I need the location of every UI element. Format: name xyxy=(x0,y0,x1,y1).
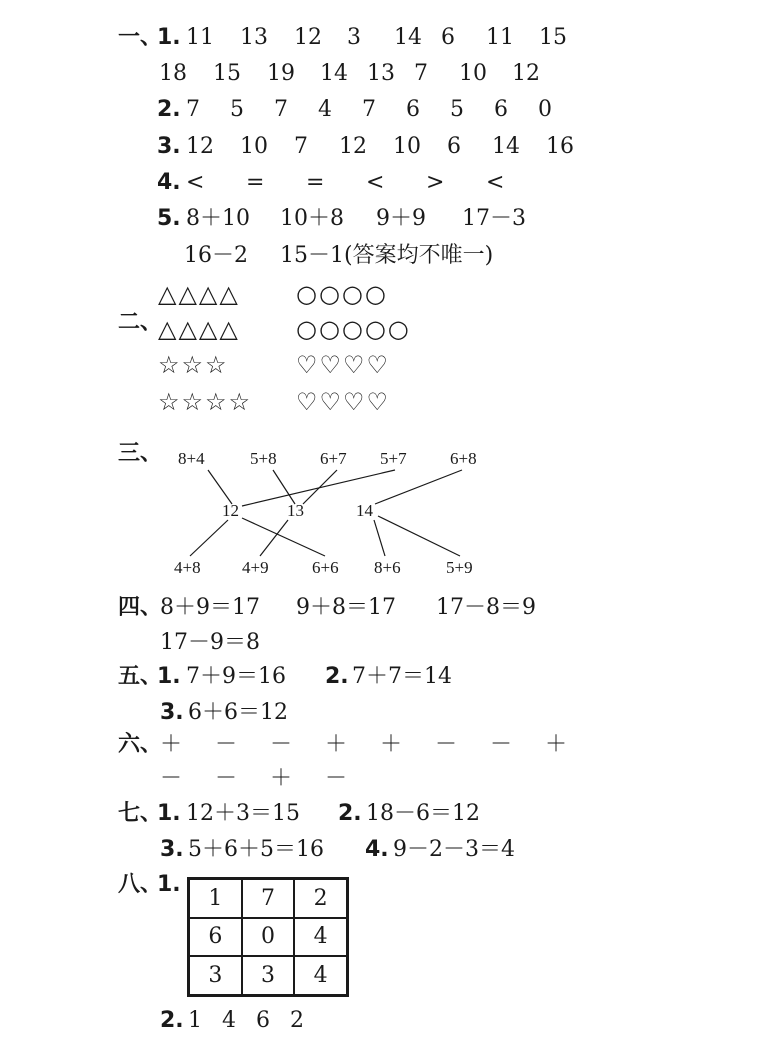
answer-item: 6 xyxy=(494,97,508,122)
answer-item: 17－8＝9 xyxy=(436,595,536,620)
s2-row4-stars: ☆☆☆☆ xyxy=(158,388,253,416)
s5-q1-number: 1. xyxy=(157,664,181,689)
answer-item: 3 xyxy=(347,25,361,50)
link-5p8-13 xyxy=(273,470,295,504)
grid-cell: 6 xyxy=(189,918,242,957)
mid-value-2: 14 xyxy=(356,501,373,520)
grid-cell: 0 xyxy=(242,918,295,957)
link-8p4-12 xyxy=(208,470,232,504)
answer-item: 2 xyxy=(290,1008,304,1033)
s4-row2: 17－9＝8 xyxy=(160,630,260,655)
answer-item: 12 xyxy=(512,61,540,86)
section-1-heading: 一、 xyxy=(118,25,163,50)
s2-row3-hearts: ♡♡♡♡ xyxy=(296,351,391,379)
s7-q1-answer: 12＋3＝15 xyxy=(186,801,300,826)
s1-q5-row1 xyxy=(186,205,542,233)
top-expr-2: 6+7 xyxy=(320,449,347,468)
grid-cell: 4 xyxy=(294,918,347,957)
answer-item: － xyxy=(215,766,238,791)
answer-item: 8＋10 xyxy=(186,206,250,231)
answer-item: 14 xyxy=(394,25,422,50)
bottom-expr-0: 4+8 xyxy=(174,558,201,577)
answer-item: ＋ xyxy=(380,732,403,757)
answer-item: 5 xyxy=(450,97,464,122)
section-2-heading: 二、 xyxy=(118,310,163,335)
s4-row1 xyxy=(160,594,576,622)
answer-item: 6 xyxy=(441,25,455,50)
answer-item: 8＋9＝17 xyxy=(160,595,260,620)
answer-item: 7 xyxy=(274,97,288,122)
answer-item: 10 xyxy=(393,134,421,159)
q2-number: 2. xyxy=(157,97,181,122)
answer-item: < xyxy=(186,170,205,195)
answer-item: 12 xyxy=(186,134,214,159)
answer-item: 6 xyxy=(406,97,420,122)
s5-q3-number: 3. xyxy=(160,700,184,725)
link-12-6p6 xyxy=(242,518,325,556)
answer-item: － xyxy=(325,766,348,791)
mid-value-0: 12 xyxy=(222,501,239,520)
answer-item: 17－3 xyxy=(462,206,526,231)
answer-item: < xyxy=(366,170,385,195)
answer-item: 12 xyxy=(294,25,322,50)
answer-item: 1 xyxy=(188,1008,202,1033)
s1-q2-answers xyxy=(186,96,568,124)
answer-item: 13 xyxy=(240,25,268,50)
answer-item: ＋ xyxy=(545,732,568,757)
magic-square-grid xyxy=(187,877,349,997)
grid-cell: 3 xyxy=(242,956,295,995)
s1-q1-row1 xyxy=(186,24,579,52)
s6-row2 xyxy=(160,765,365,793)
s2-row4-hearts: ♡♡♡♡ xyxy=(296,388,391,416)
s7-q3-answer: 5＋6＋5＝16 xyxy=(188,837,324,862)
section-5-heading: 五、 xyxy=(118,664,163,689)
answer-item: 9＋8＝17 xyxy=(296,595,396,620)
grid-cell: 4 xyxy=(294,956,347,995)
answer-item: ＋ xyxy=(160,732,183,757)
answer-item: 18 xyxy=(159,61,187,86)
s8-q2-number: 2. xyxy=(160,1008,184,1033)
q4-number: 4. xyxy=(157,170,181,195)
answer-item: 16 xyxy=(546,134,574,159)
top-expr-1: 5+8 xyxy=(250,449,277,468)
answer-item: ＋ xyxy=(270,766,293,791)
answer-item: － xyxy=(270,732,293,757)
s1-q4-answers xyxy=(186,169,526,197)
link-14-5p9 xyxy=(378,516,460,556)
s7-q4-answer: 9－2－3＝4 xyxy=(393,837,515,862)
s7-q3-number: 3. xyxy=(160,837,184,862)
answer-item: 6 xyxy=(447,134,461,159)
link-6p7-13 xyxy=(303,470,337,504)
answer-item: ＋ xyxy=(325,732,348,757)
link-12-4p8 xyxy=(190,520,228,556)
grid-cell: 2 xyxy=(294,879,347,918)
answer-item: 10 xyxy=(240,134,268,159)
answer-item: 13 xyxy=(367,61,395,86)
answer-item: 11 xyxy=(186,25,214,50)
answer-item: 10＋8 xyxy=(280,206,344,231)
section-6-heading: 六、 xyxy=(118,732,163,757)
grid-cell: 7 xyxy=(242,879,295,918)
s5-q3-answer: 6＋6＝12 xyxy=(188,700,288,725)
top-expr-3: 5+7 xyxy=(380,449,407,468)
s5-q2-number: 2. xyxy=(325,664,349,689)
s2-row1-circles: ○○○○ xyxy=(296,280,388,308)
q1-number: 1. xyxy=(157,25,181,50)
answer-item: < xyxy=(486,170,505,195)
link-6p8-14 xyxy=(375,470,462,504)
s2-row3-stars: ☆☆☆ xyxy=(158,351,229,379)
mid-value-1: 13 xyxy=(287,501,304,520)
s2-row2-triangles: △△△△ xyxy=(158,315,240,343)
answer-item: 11 xyxy=(486,25,514,50)
s7-q2-answer: 18－6＝12 xyxy=(366,801,480,826)
answer-item: 4 xyxy=(222,1008,236,1033)
matching-diagram xyxy=(160,440,500,590)
q5-number: 5. xyxy=(157,206,181,231)
answer-item: － xyxy=(215,732,238,757)
section-4-heading: 四、 xyxy=(118,595,163,620)
s7-q1-number: 1. xyxy=(157,801,181,826)
answer-item: 9＋9 xyxy=(376,206,426,231)
answer-item: 15 xyxy=(213,61,241,86)
answer-item: 15 xyxy=(539,25,567,50)
link-14-8p6 xyxy=(374,520,385,556)
answer-item: 5 xyxy=(230,97,244,122)
s8-q2-answers xyxy=(188,1007,320,1035)
answer-item: 7 xyxy=(362,97,376,122)
section-7-heading: 七、 xyxy=(118,801,163,826)
bottom-expr-3: 8+6 xyxy=(374,558,401,577)
link-13-4p9 xyxy=(260,520,288,556)
answer-item: 7 xyxy=(186,97,200,122)
s1-q5-row2 xyxy=(184,242,580,270)
answer-item: 7 xyxy=(414,61,428,86)
section-8-heading: 八、 xyxy=(118,872,163,897)
answer-item: － xyxy=(490,732,513,757)
answer-item: = xyxy=(306,170,325,195)
s8-q1-number: 1. xyxy=(157,872,181,897)
s2-row1-triangles: △△△△ xyxy=(158,280,240,308)
section-3-heading: 三、 xyxy=(118,441,163,466)
s5-q1-answer: 7＋9＝16 xyxy=(186,664,286,689)
answer-item: 0 xyxy=(538,97,552,122)
answer-item: 12 xyxy=(339,134,367,159)
answer-item: － xyxy=(160,766,183,791)
bottom-expr-1: 4+9 xyxy=(242,558,269,577)
bottom-expr-4: 5+9 xyxy=(446,558,473,577)
q3-number: 3. xyxy=(157,134,181,159)
s1-q1-row2 xyxy=(159,60,552,88)
answer-item: 19 xyxy=(267,61,295,86)
answer-item: 16－2 xyxy=(184,243,248,268)
answer-item: 10 xyxy=(459,61,487,86)
top-expr-0: 8+4 xyxy=(178,449,205,468)
s7-q2-number: 2. xyxy=(338,801,362,826)
answer-item: 15－1(答案均不唯一) xyxy=(280,243,494,268)
bottom-expr-2: 6+6 xyxy=(312,558,339,577)
answer-item: 14 xyxy=(320,61,348,86)
answer-item: > xyxy=(426,170,445,195)
s5-q2-answer: 7＋7＝14 xyxy=(352,664,452,689)
answer-item: 14 xyxy=(492,134,520,159)
s2-row2-circles: ○○○○○ xyxy=(296,315,411,343)
s1-q3-answers xyxy=(186,133,586,161)
answer-item: 4 xyxy=(318,97,332,122)
s7-q4-number: 4. xyxy=(365,837,389,862)
top-expr-4: 6+8 xyxy=(450,449,477,468)
grid-cell: 1 xyxy=(189,879,242,918)
grid-cell: 3 xyxy=(189,956,242,995)
answer-item: = xyxy=(246,170,265,195)
s6-row1 xyxy=(160,731,585,759)
answer-item: 7 xyxy=(294,134,308,159)
answer-item: 6 xyxy=(256,1008,270,1033)
answer-item: － xyxy=(435,732,458,757)
